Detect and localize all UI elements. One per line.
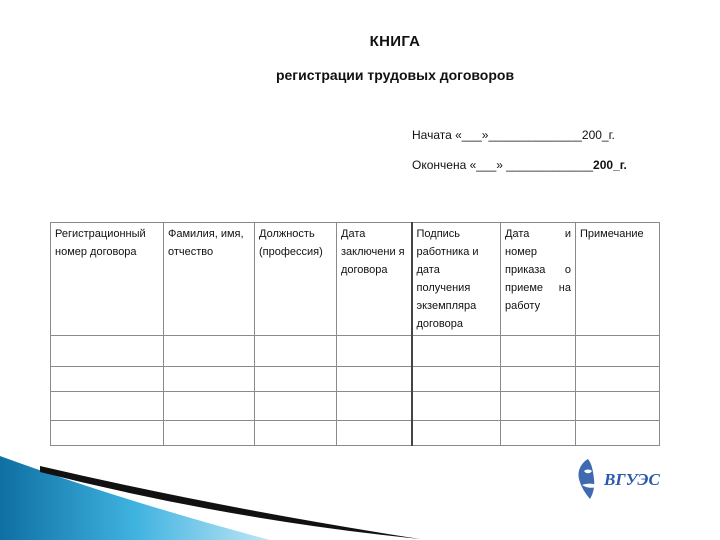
header-order-date (501, 223, 576, 336)
header-order-date-text: Дата и номер приказа о приеме на работу (505, 228, 571, 312)
ended-date-line (412, 158, 627, 172)
table-row (51, 392, 660, 421)
table-row (51, 367, 660, 392)
ended-date-year: 200_г. (593, 158, 627, 172)
started-date-line: Начата «___»______________200_г. (412, 128, 615, 142)
document-title: КНИГА (369, 33, 421, 50)
table-row (51, 336, 660, 367)
registration-table (50, 222, 660, 446)
vguies-logo (572, 455, 678, 503)
ended-date-prefix: Окончена «___» _____________ (412, 158, 594, 172)
header-registration-number: Регистрационный номер договора (51, 223, 164, 336)
logo-text: ВГУЭС (604, 470, 660, 489)
header-position: Должность (профессия) (255, 223, 337, 336)
header-note: Примечание (576, 223, 660, 336)
table-header-row (51, 223, 660, 336)
header-full-name: Фамилия, имя, отчество (164, 223, 255, 336)
header-conclusion-date: Дата заключени я договора (337, 223, 412, 336)
header-signature: Подпись работника и дата получения экземпляра договора (412, 223, 501, 336)
document-subtitle: регистрации трудовых договоров (275, 67, 515, 83)
